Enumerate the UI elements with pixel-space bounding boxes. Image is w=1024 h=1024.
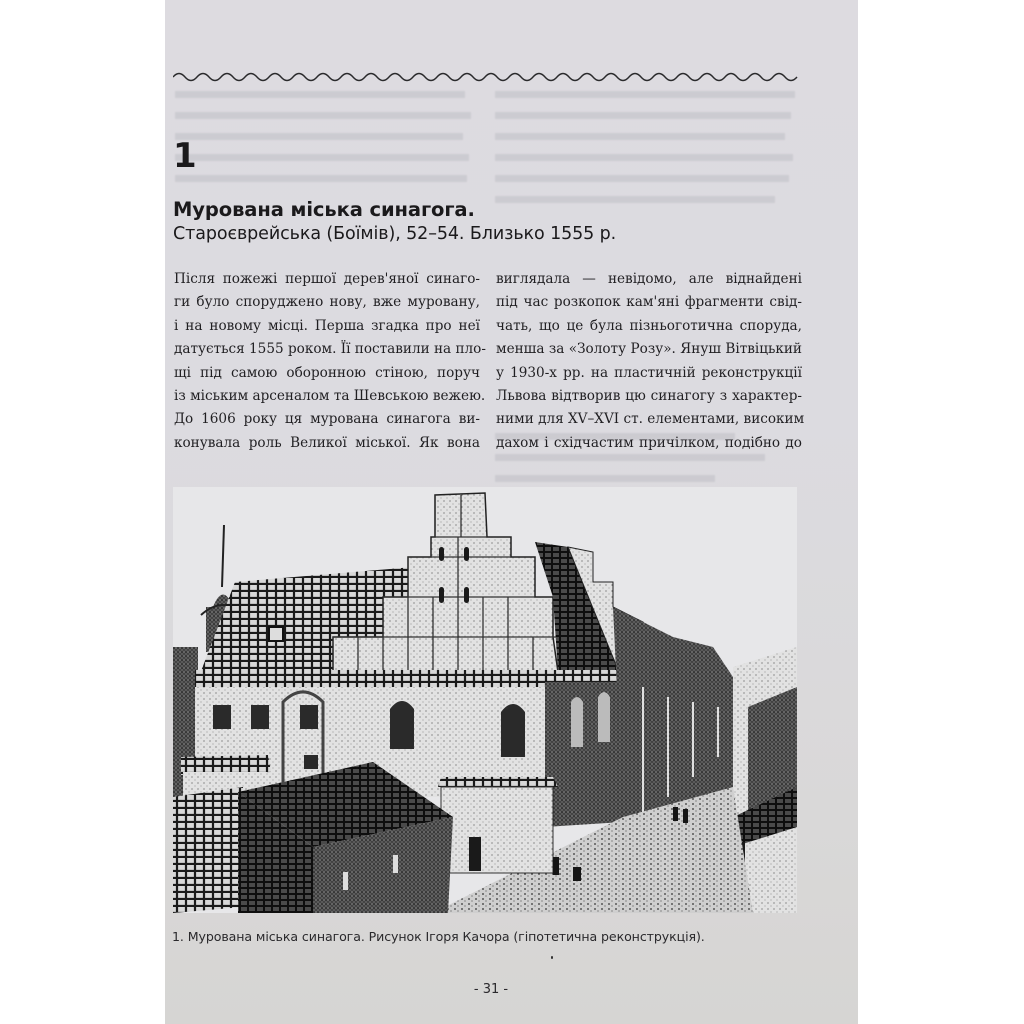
page-number: - 31 - bbox=[473, 982, 509, 997]
text-line: дахом і східчастим причілком, подібно до bbox=[496, 434, 802, 451]
text-line: чать, що це була пізньоготична споруда, bbox=[496, 317, 802, 334]
text-line: із міським арсеналом та Шевською вежею. bbox=[174, 388, 486, 405]
book-page bbox=[165, 0, 858, 1024]
text-line: ними для XV–XVI ст. елементами, високим bbox=[496, 411, 805, 428]
text-line: щі під самою оборонною стіною, поруч bbox=[174, 364, 480, 381]
text-line: виглядала — невідомо, але віднайдені bbox=[496, 271, 802, 287]
show-through-text bbox=[175, 84, 475, 204]
text-line: Львова відтворив цю синагогу з характер- bbox=[496, 388, 802, 405]
text-line: конувала роль Великої міської. Як вона bbox=[174, 434, 480, 451]
figure-caption: 1. Мурована міська синагога. Рисунок Ігоря Качора (гіпотетична реконструкція). bbox=[172, 929, 705, 944]
wavy-divider bbox=[173, 70, 801, 84]
text-line: Після пожежі першої дерев'яної синаго- bbox=[174, 271, 480, 287]
chapter-number: 1 bbox=[173, 136, 197, 176]
text-line: До 1606 року ця мурована синагога ви- bbox=[174, 411, 480, 428]
text-line: менша за «Золоту Розу». Януш Вітвіцький bbox=[496, 341, 802, 358]
engraving-drawing bbox=[173, 487, 797, 913]
text-line: датується 1555 роком. Її поставили на пло- bbox=[174, 341, 486, 358]
body-column-left bbox=[174, 268, 486, 455]
article-title: Мурована міська синагога. bbox=[173, 198, 475, 221]
paper-speck bbox=[551, 956, 553, 959]
text-line: під час розкопок кам'яні фрагменти свід- bbox=[496, 294, 802, 311]
text-line: і на новому місці. Перша згадка про неї bbox=[174, 317, 480, 334]
text-line: у 1930-х рр. на пластичній реконструкції bbox=[496, 364, 802, 381]
article-subtitle: Староєврейська (Боїмів), 52–54. Близько 1555 р. bbox=[173, 224, 617, 244]
body-column-right bbox=[496, 268, 805, 455]
text-line: ги було споруджено нову, вже муровану, bbox=[174, 294, 480, 311]
synagogue-illustration bbox=[173, 487, 797, 913]
